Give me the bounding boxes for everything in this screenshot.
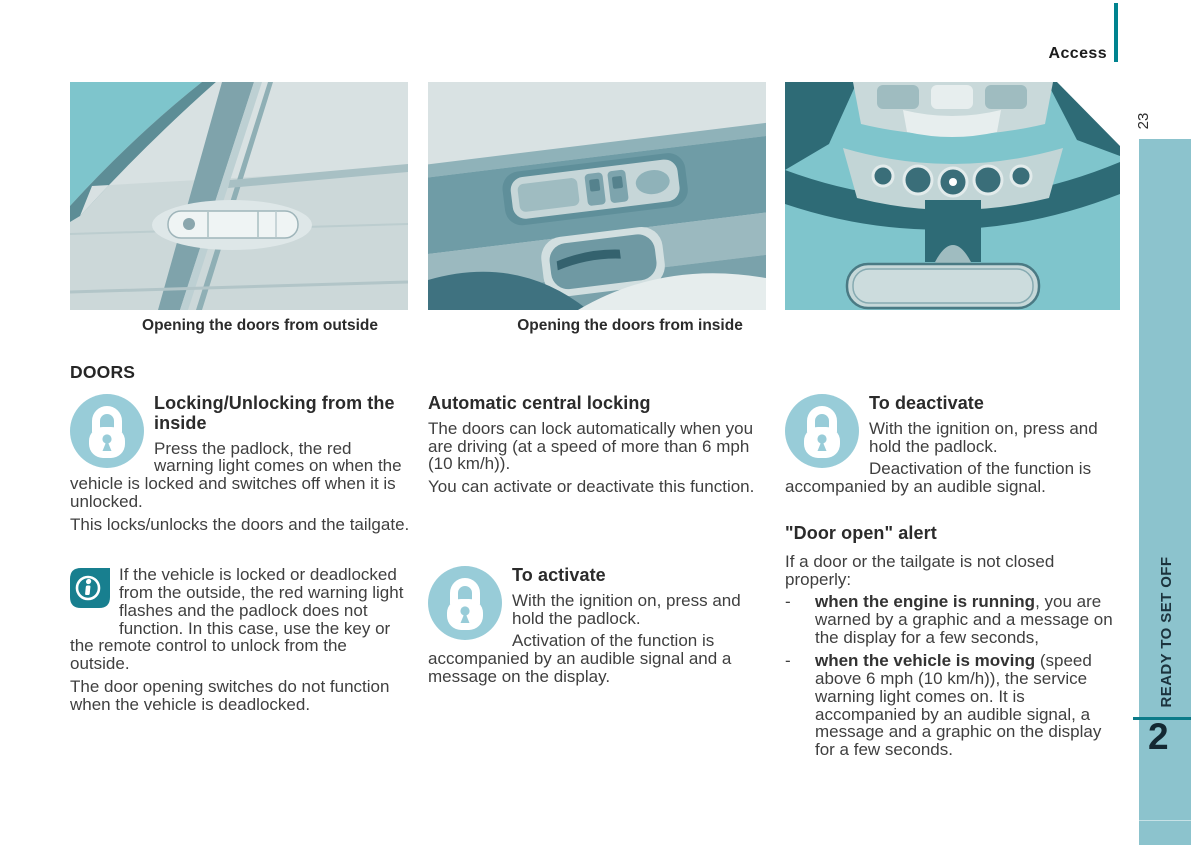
body-text: Deactivation of the function is accompanied by an audible signal. (785, 459, 1092, 497)
body-text: If the vehicle is locked or deadlocked from the outside, the red warning light flashes and the padlock does not function. In this case, use the key or the remote control to unlock from the outside. (70, 565, 404, 674)
body-text: With the ignition on, press and hold the padlock. (869, 418, 1098, 456)
section-info-note (70, 566, 410, 714)
body-text: You can activate or deactivate this function. (428, 477, 755, 497)
section-to-activate (428, 566, 768, 686)
section-door-open-alert (785, 524, 1125, 759)
body-text: Press the padlock, the red warning light comes on when the vehicle is locked and switches off when it is unlocked. (70, 438, 402, 512)
section-label: Access (1048, 45, 1107, 62)
bullet-dash: - (785, 651, 791, 671)
bullet-dash: - (785, 592, 791, 612)
page-title: DOORS (70, 362, 136, 382)
header-accent-line (1114, 3, 1118, 62)
bullet-rest: , you are warned by a graphic and a message on the display for a few seconds, (815, 592, 1113, 648)
door-exterior-illustration (70, 82, 408, 310)
bullet-rest: (speed above 6 mph (10 km/h)), the service warning light comes on. It is accompanied by an audible signal, a message and a graphic on the display for a few seconds. (815, 651, 1102, 760)
section-locking-unlocking (70, 394, 410, 534)
list-item (785, 593, 1125, 647)
padlock-icon (428, 566, 502, 640)
body-text: The doors can lock automatically when you are driving (at a speed of more than 6 mph (10 km/h)). (428, 418, 754, 474)
list-item (785, 652, 1125, 759)
padlock-icon (70, 394, 144, 468)
section-heading: Automatic central locking (428, 393, 651, 413)
section-to-deactivate (785, 394, 1125, 496)
body-text: This locks/unlocks the doors and the tailgate. (70, 514, 410, 534)
section-heading: To deactivate (869, 393, 985, 413)
chapter-sidebar: READY TO SET OFF 2 (1139, 139, 1191, 845)
figure-caption-inside: Opening the doors from inside (517, 317, 743, 334)
body-text: If a door or the tailgate is not closed properly: (785, 551, 1055, 589)
section-heading: To activate (512, 565, 606, 585)
sidebar-bottom-line (1139, 820, 1191, 821)
bullet-text (815, 593, 1125, 647)
door-interior-illustration (428, 82, 766, 310)
section-heading: Locking/Unlocking from the inside (154, 393, 395, 433)
figure-caption-outside: Opening the doors from outside (142, 317, 378, 334)
bullet-text (815, 652, 1125, 759)
body-text: With the ignition on, press and hold the padlock. (512, 590, 741, 628)
page-number: 23 (1134, 112, 1152, 130)
chapter-number: 2 (1148, 716, 1169, 757)
section-heading: "Door open" alert (785, 523, 937, 543)
padlock-icon (785, 394, 859, 468)
overhead-console-illustration (785, 82, 1120, 310)
info-icon (70, 568, 110, 608)
body-text: The door opening switches do not function when the vehicle is deadlocked. (70, 677, 390, 714)
section-automatic-central-locking (428, 394, 768, 496)
bullet-bold-lead: when the vehicle is moving (815, 651, 1036, 671)
body-text: Activation of the function is accompanied by an audible signal and a message on the display. (428, 631, 732, 687)
bullet-bold-lead: when the engine is running (815, 592, 1036, 612)
